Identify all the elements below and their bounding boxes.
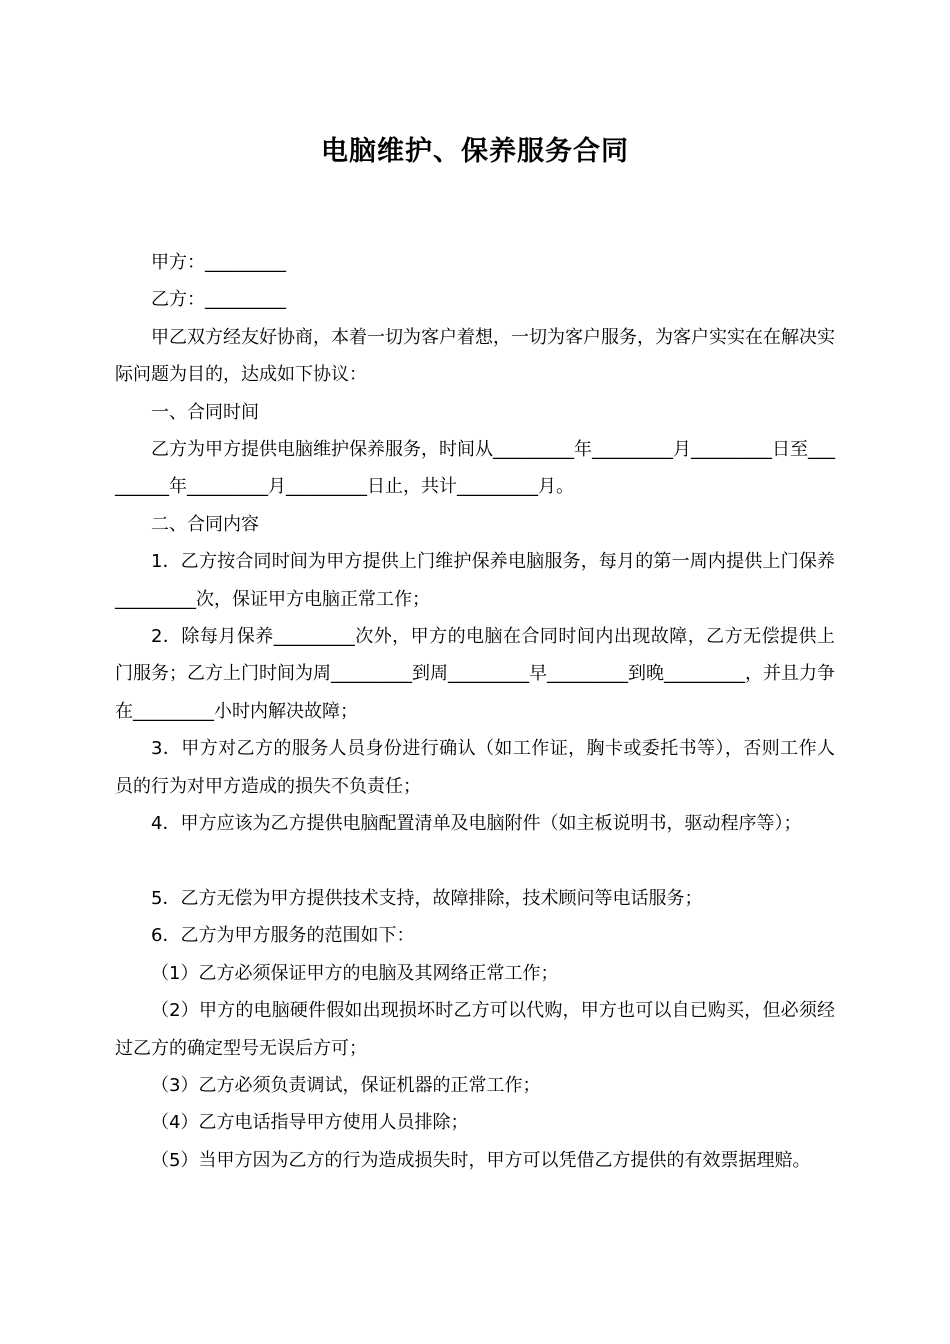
section-heading-term: 一、合同时间 — [151, 401, 259, 423]
clause-4: 4．甲方应该为乙方提供电脑配置清单及电脑附件（如主板说明书，驱动程序等）； — [151, 813, 802, 835]
term-paragraph: 乙方为甲方提供电脑维护保养服务，时间从_________年_________月_________日至_________年_________月_________日止，共计_________月。 — [115, 439, 835, 498]
clause-6: 6．乙方为甲方服务的范围如下： — [151, 925, 415, 947]
sub-clause-3: （3）乙方必须负责调试，保证机器的正常工作； — [151, 1074, 541, 1096]
party-a-line: 甲方：_________ — [151, 252, 286, 273]
clause-3: 3．甲方对乙方的服务人员身份进行确认（如工作证，胸卡或委托书等），否则工作人员的行为对甲方造成的损失不负责任； — [115, 738, 835, 797]
party-b-line: 乙方：_________ — [151, 289, 286, 311]
document-body — [115, 244, 835, 1179]
preamble-paragraph: 甲乙双方经友好协商，本着一切为客户着想，一切为客户服务，为客户实实在在解决实际问题为目的，达成如下协议： — [115, 326, 835, 386]
clause-1: 1．乙方按合同时间为甲方提供上门维护保养电脑服务，每月的第一周内提供上门保养_________次，保证甲方电脑正常工作； — [115, 551, 835, 610]
sub-clause-2: （2）甲方的电脑硬件假如出现损坏时乙方可以代购，甲方也可以自已购买，但必须经过乙方的确定型号无误后方可； — [115, 1000, 835, 1059]
section-heading-content: 二、合同内容 — [151, 513, 259, 535]
sub-clause-5: （5）当甲方因为乙方的行为造成损失时，甲方可以凭借乙方提供的有效票据理赔。 — [151, 1149, 811, 1171]
sub-clause-1: （1）乙方必须保证甲方的电脑及其网络正常工作； — [151, 962, 559, 984]
clause-5: 5．乙方无偿为甲方提供技术支持，故障排除，技术顾问等电话服务； — [151, 887, 703, 909]
blank-line — [115, 843, 835, 880]
clause-2: 2．除每月保养_________次外，甲方的电脑在合同时间内出现故障，乙方无偿提供上门服务；乙方上门时间为周_________到周_________早_________到晚_________，并且力争在_________小时内解决故障； — [115, 626, 835, 722]
document-title: 电脑维护、保养服务合同 — [321, 136, 629, 167]
sub-clause-4: （4）乙方电话指导甲方使用人员排除； — [151, 1112, 469, 1134]
